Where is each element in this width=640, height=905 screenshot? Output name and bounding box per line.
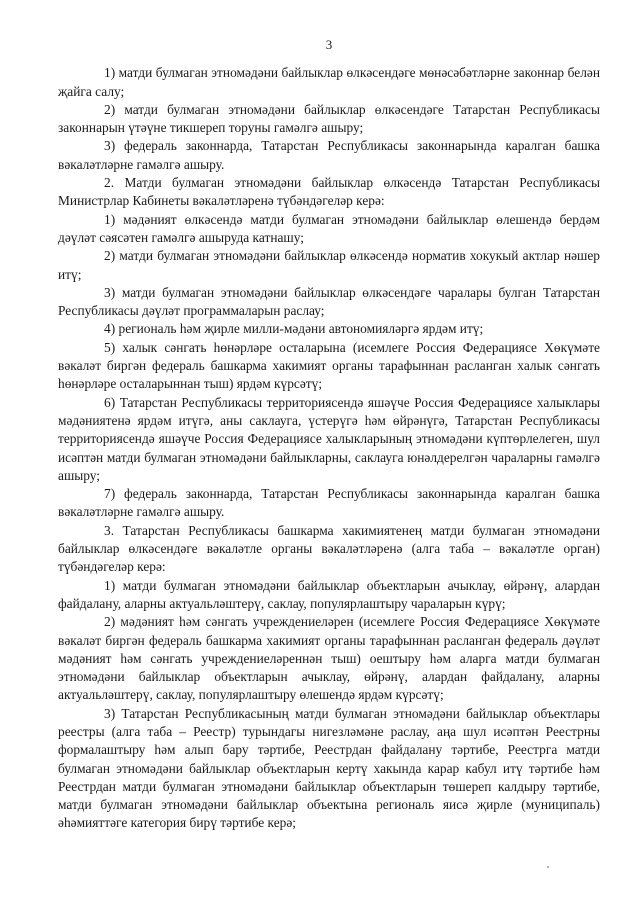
paragraph: 3. Татарстан Республикасы башкарма хакимиятенең матди булмаган этномәдәни байлыклар өлкәсендәге вәкаләтле органы вәкаләтләренә (алга таба – вәкаләтле орган) түбәндәгеләр керә:	[58, 522, 600, 575]
paragraph: 1) мәдәният өлкәсендә матди булмаган этномәдәни байлыклар өлешендә бердәм дәүләт сәясәтен гамәлгә ашыруда катнашу;	[58, 211, 600, 245]
paragraph: 1) матди булмаган этномәдәни байлыклар өлкәсендәге мөнәсәбәтләрне законнар белән җайга салу;	[58, 65, 600, 99]
paragraph: 2) матди булмаган этномәдәни байлыклар өлкәсендә норматив хокукый актлар нәшер итү;	[58, 248, 600, 282]
page-number: 3	[325, 37, 333, 52]
paragraph: 5) халык сәнгать һөнәрләре осталарына (исемлеге Россия Федерациясе Хөкүмәте вәкаләт биргән федераль башкарма хакимият органы тарафыннан расланган халык сәнгать һөнәрләре осталарыннан тыш) ярдәм күрсәтү;	[58, 339, 600, 392]
paragraph: 3) Татарстан Республикасының матди булмаган этномәдәни байлыклар объектлары реестры (алга таба – Реестр) турындагы нигезләмәне раслау, аңа шул исәптән Реестрны формалаштыру һәм алып бару тәртибе, Реестрдан файдалану тәртибе, Реестрга матди булмаган этномәдәни байлыклар объектларын кертү хакында карар кабул итү тәртибе һәм Реестрдан матди булмаган этномәдәни байлыклар объектларын төшереп калдыру тәртибе, матди булмаган этномәдәни байлыклар объектына региональ яисә җирле (муниципаль) әһәмияттәге категория бирү тәртибе керә;	[58, 705, 600, 831]
paragraph: 2) матди булмаган этномәдәни байлыклар өлкәсендәге Татарстан Республикасы законнарын үтәүне тикшереп торуны гамәлгә ашыру;	[58, 101, 600, 136]
paragraph: 2) мәдәният һәм сәнгать учреждениеләрен (исемлеге Россия Федерациясе Хөкүмәте вәкаләт биргән федераль башкарма хакимият органы тарафыннан расланган федераль дәүләт мәдәният һәм сәнгать учреждениеләреннән тыш) оештыру һәм аларга матди булмаган этномәдәни байлыклар объектларын ачыклау, өйрәнү, алардан файдалану, аларны актуальләштерү, саклау, популярлаштыру өлешендә ярдәм күрсәтү;	[58, 614, 600, 703]
paragraph: 4) региональ һәм җирле милли-мәдәни автономияләргә ярдәм итү;	[104, 321, 484, 337]
document-body	[58, 64, 600, 832]
paragraph: 3) федераль законнарда, Татарстан Республикасы законнарында каралган башка вәкаләтләрне гамәлгә ашыру.	[58, 138, 600, 172]
paragraph: 1) матди булмаган этномәдәни байлыклар объектларын ачыклау, өйрәнү, алардан файдалану, аларны актуальләштерү, саклау, популярлаштыру чараларын күрү;	[58, 577, 600, 611]
paragraph: 6) Татарстан Республикасы территориясендә яшәүче Россия Федерациясе халыклары мәдәниятенә ярдәм итүгә, аны саклауга, үстерүгә һәм өйрәнүгә, Татарстан Республикасы территориясендә яшәүче Россия Федерациясе халыкларының этномәдәни күптөрлелеген, шул исәптән матди булмаган этномәдәни байлыкларны, саклауга юнәлдерелгән чараларны гамәлгә ашыру;	[58, 394, 600, 483]
paragraph: 7) федераль законнарда, Татарстан Республикасы законнарында каралган башка вәкаләтләрне гамәлгә ашыру.	[58, 486, 600, 520]
paragraph: 3) матди булмаган этномәдәни байлыклар өлкәсендәге чаралары булган Татарстан Республикасы дәүләт программаларын раслау;	[58, 284, 600, 319]
paragraph: 2. Матди булмаган этномәдәни байлыклар өлкәсендә Татарстан Республикасы Министрлар Кабинеты вәкаләтләренә түбәндәгеләр керә:	[58, 175, 600, 209]
scan-speck	[547, 866, 549, 868]
